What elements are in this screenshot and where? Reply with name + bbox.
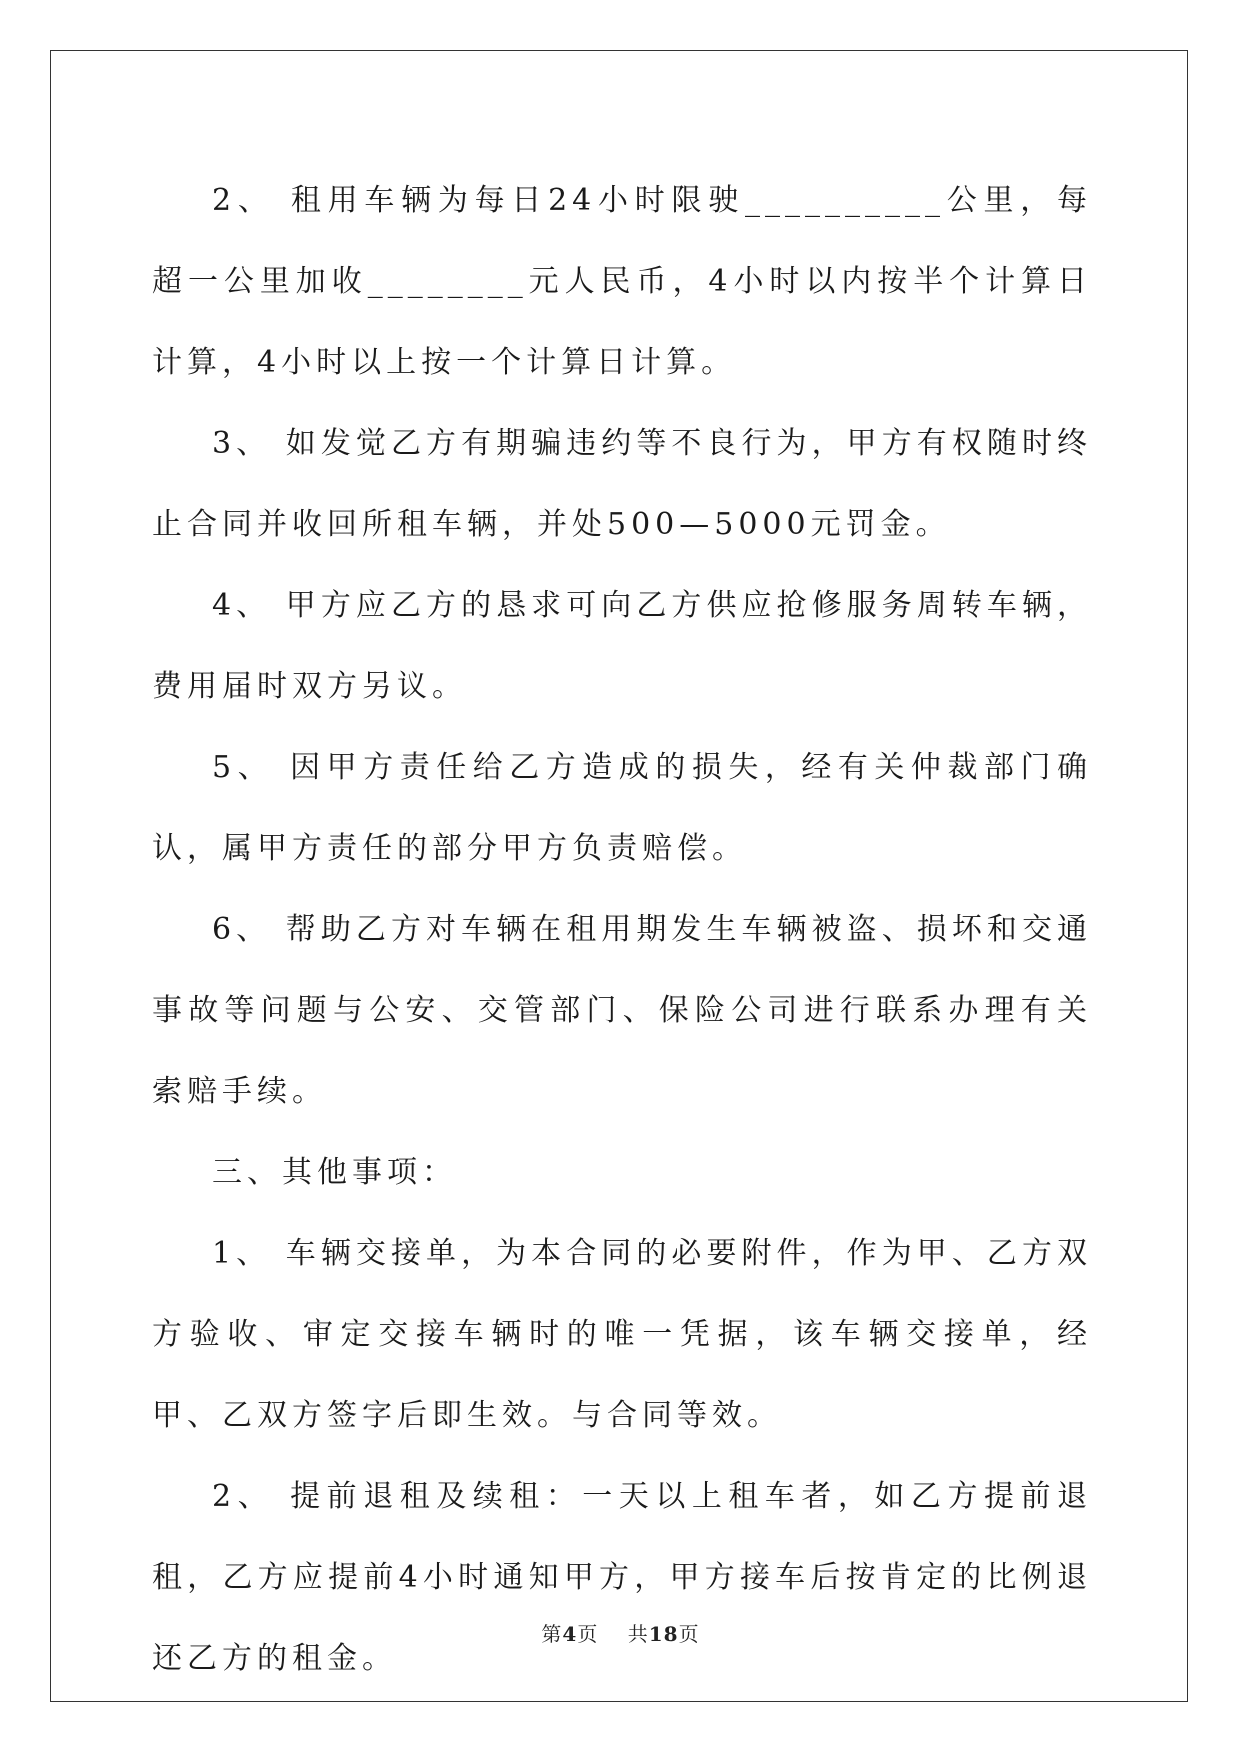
clause-5-liability: 5、 因甲方责任给乙方造成的损失，经有关仲裁部门确认，属甲方责任的部分甲方负责赔偿。 (152, 750, 1092, 866)
section-heading-other-matters: 三、其他事项： (212, 1155, 457, 1190)
clause-4-replacement-vehicle: 4、 甲方应乙方的恳求可向乙方供应抢修服务周转车辆，费用届时双方另议。 (152, 588, 1092, 704)
page-prefix: 第 (541, 1622, 563, 1646)
other-clause-2-early-return: 2、 提前退租及续租：一天以上租车者，如乙方提前退租，乙方应提前4小时通知甲方，甲方接车后按肯定的比例退还乙方的租金。 (152, 1479, 1092, 1676)
page-footer (0, 1618, 1241, 1647)
clause-6-claims-assistance: 6、 帮助乙方对车辆在租用期发生车辆被盗、损坏和交通事故等问题与公安、交管部门、保险公司进行联系办理有关索赔手续。 (152, 912, 1092, 1109)
total-pages: 18 (648, 1622, 679, 1646)
page-suffix: 页 (577, 1622, 599, 1646)
document-body (152, 160, 1092, 1699)
total-prefix: 共 (627, 1622, 649, 1646)
total-suffix: 页 (678, 1622, 700, 1646)
page-number: 4 (562, 1622, 578, 1646)
other-clause-1-handover: 1、 车辆交接单，为本合同的必要附件，作为甲、乙方双方验收、审定交接车辆时的唯一凭据，该车辆交接单，经甲、乙双方签字后即生效。与合同等效。 (152, 1236, 1092, 1433)
clause-2-mileage: 2、 租用车辆为每日24小时限驶__________公里，每超一公里加收________元人民币，4小时以内按半个计算日计算，4小时以上按一个计算日计算。 (152, 183, 1092, 380)
clause-3-violation: 3、 如发觉乙方有期骗违约等不良行为，甲方有权随时终止合同并收回所租车辆，并处500—5000元罚金。 (152, 426, 1092, 542)
